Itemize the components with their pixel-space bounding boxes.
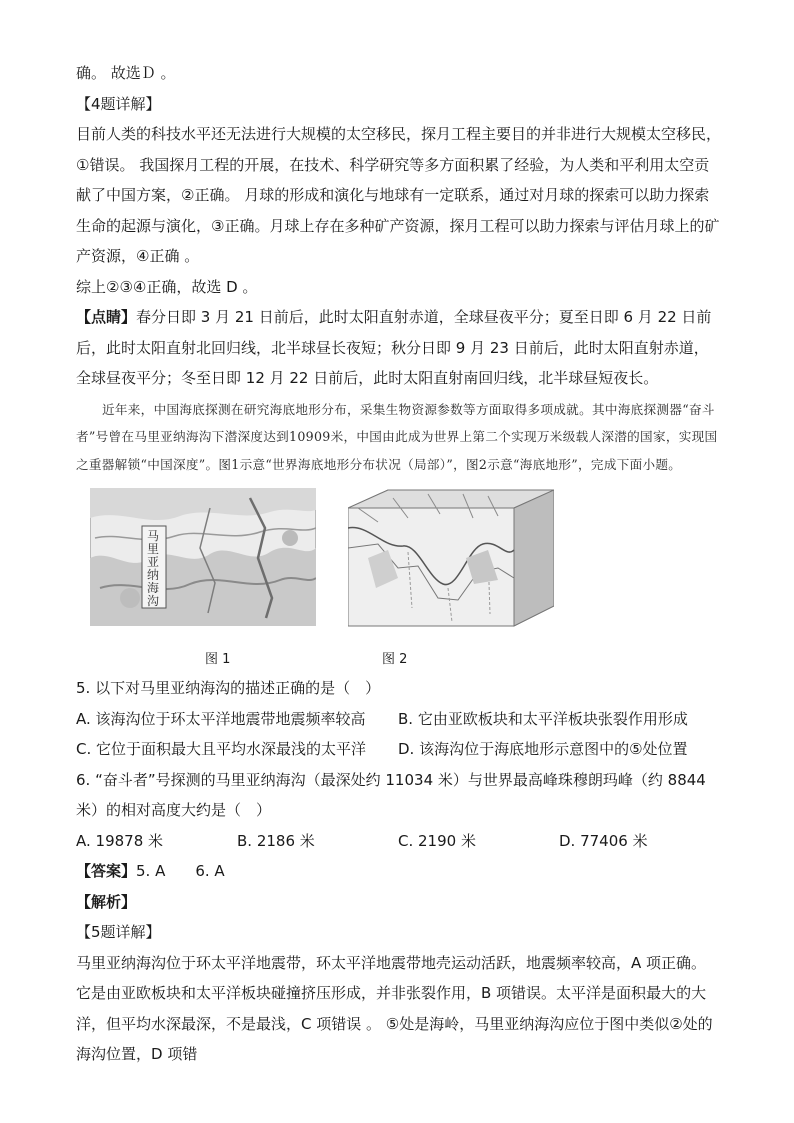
q6-option-d: D. 77406 米 [559, 831, 648, 850]
q6-option-c: C. 2190 米 [398, 831, 476, 850]
jiexi-header: 【解析】 [76, 892, 137, 911]
answer-label: 【答案】 [76, 862, 137, 880]
q6-option-b: B. 2186 米 [237, 831, 315, 850]
q5-option-a: A. 该海沟位于环太平洋地震带地震频率较高 [76, 709, 366, 728]
document-page [76, 58, 722, 1070]
reading-passage: 近年来，中国海底探测在研究海底地形分布，采集生物资源参数等方面取得多项成就。其中海底探测器“奋斗者”号曾在马里亚纳海沟下潜深度达到10909米，中国由此成为世界上第二个实现万米级载人深潜的国家，实现国之重器解锁“中国深度”。图1示意“世界海底地形分布状况（局部）”，图2示意“海底地形”，完成下面小题。 [76, 401, 718, 472]
q5-detail-header: 【5题详解】 [76, 923, 161, 941]
answer-line [76, 856, 722, 887]
q4-conclusion: 综上②③④正确，故选 D 。 [76, 277, 258, 296]
q6-option-a: A. 19878 米 [76, 831, 164, 850]
q6-options-row [76, 826, 722, 857]
figure-1-caption: 图 1 [205, 652, 231, 667]
answer-text: 5. A 6. A [136, 862, 225, 880]
q5-detail-body: 马里亚纳海沟位于环太平洋地震带，环太平洋地震带地壳运动活跃，地震频率较高，A 项正确。 它是由亚欧板块和太平洋板块碰撞挤压形成，并非张裂作用，B 项错误。太平洋是面积最大的大洋，但平均水深最深，不是最浅，C 项错误 。 ⑤处是海岭，马里亚纳海沟应位于图中类似②处的海沟位置，D 项错 [76, 953, 713, 1063]
q5-option-c: C. 它位于面积最大且平均水深最浅的太平洋 [76, 740, 367, 758]
figure-2-seafloor-diagram [348, 488, 554, 628]
q5-option-d: D. 该海沟位于海底地形示意图中的⑤处位置 [398, 740, 688, 758]
q5-options-row-1 [76, 704, 722, 735]
q4-detail-body: 目前人类的科技水平还无法进行大规模的太空移民，探月工程主要目的并非进行大规模太空移民，①错误。 我国探月工程的开展，在技术、科学研究等多方面积累了经验，为人类和平利用太空贡献了中国方案，②正确。 月球的形成和演化与地球有一定联系，通过对月球的探索可以助力探索生命的起源与演化，③正确。月球上存在多种矿产资源，探月工程可以助力探索与评估月球上的矿产资源，④正确 。 [76, 125, 722, 265]
top-line: 确。 故选Ｄ 。 [76, 64, 176, 82]
q6-stem: 6. “奋斗者”号探测的马里亚纳海沟（最深处约 11034 米）与世界最高峰珠穆朗玛峰（约 8844 米）的相对高度大约是（ ） [76, 770, 706, 819]
figure-2-caption: 图 2 [382, 652, 408, 667]
figures-area [76, 488, 722, 673]
q5-stem: 5. 以下对马里亚纳海沟的描述正确的是（ ） [76, 679, 381, 697]
dianjing-paragraph [76, 302, 722, 394]
q5-option-b: B. 它由亚欧板块和太平洋板块张裂作用形成 [398, 709, 688, 728]
dianjing-label: 【点睛】 [76, 308, 137, 326]
figure-1-label: 马里亚纳海沟 [147, 529, 160, 608]
q5-options-row-2 [76, 734, 722, 765]
q4-detail-header: 【4题详解】 [76, 94, 161, 113]
figure-1-map-image [90, 488, 316, 626]
dianjing-text: 春分日即 3 月 21 日前后，此时太阳直射赤道，全球昼夜平分；夏至日即 6 月 22 日前后，此时太阳直射北回归线，北半球昼长夜短；秋分日即 9 月 23 日前后，此时太阳直射赤道，全球昼夜平分；冬至日即 12 月 22 日前后，此时太阳直射南回归线，北半球昼短夜长。 [76, 308, 712, 387]
